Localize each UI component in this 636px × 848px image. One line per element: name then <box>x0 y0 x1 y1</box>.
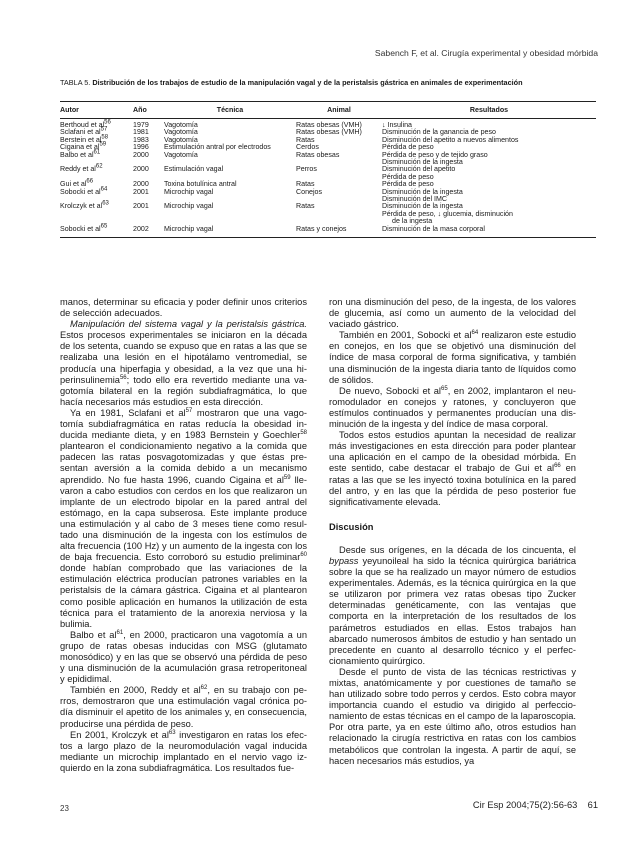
body-paragraph <box>329 386 576 430</box>
cell-animal: Ratas obesas <box>296 150 340 159</box>
reference-number: 57 <box>100 127 108 134</box>
reference-number: 61 <box>93 149 101 156</box>
cell-animal: Conejos <box>296 187 323 196</box>
table-row <box>60 189 596 196</box>
text-run: donde habían comprobado que las variaciones de la estimulación eléctrica producían patrones variables en la peristalsis de la cámara gástrica. Cigaina et al plantearon como posible aplicación en humanos la utilización de esta técnica para el tratamiento de la anorexia nerviosa y la bulimia. <box>60 563 307 629</box>
cell-year: 2000 <box>133 150 149 159</box>
text-run: Desde el punto de vista de las técnicas restrictivas y mixtas, anatómicamente y por cuestiones de tamaño se han utilizado sobre todo perros y cerdos. Esto cobra mayor importancia cuando el estudio va dirigido al perfeccionamiento de estas técnicas en el campo de la laparoscopia. Por otra parte, ya en este último año, otros estudios han relacionado la cirugía restrictiva en ratas con los cambios metabólicos que controlan la ingesta. A partir de aquí, se hacen necesarios más estudios, ya <box>329 666 576 766</box>
col-header-author: Autor <box>60 106 79 114</box>
body-paragraph <box>329 430 576 508</box>
text-run: ron una disminución del peso, de la ingesta, de los valores de glucemia, así como un aumento de la velocidad del vaciado gástrico. <box>329 297 576 330</box>
cell-technique: Estimulación vagal <box>164 165 224 174</box>
citation-ref: 60 <box>300 552 307 559</box>
col-header-technique: Técnica <box>216 106 244 114</box>
reference-number: 64 <box>100 186 108 193</box>
cell-year <box>133 211 164 218</box>
table-body <box>60 119 596 233</box>
citation-ref: 59 <box>283 474 291 481</box>
citation-ref: 62 <box>200 685 208 692</box>
cell-technique: Toxina botulínica antral <box>164 180 237 189</box>
cell-result: Disminución del IMC <box>382 195 448 204</box>
reference-number: 62 <box>95 164 103 171</box>
cell-result: Pérdida de peso y de tejido graso <box>382 150 488 159</box>
reference-number: 58 <box>101 134 109 141</box>
cell-result: Disminución de la ingesta <box>382 187 463 196</box>
cell-author <box>60 166 133 173</box>
cell-technique: Microchip vagal <box>164 187 214 196</box>
cell-technique: Vagotomía <box>164 135 198 144</box>
col-header-results: Resultados <box>469 106 509 114</box>
cell-year: 2002 <box>133 224 149 233</box>
author-name: Sclafani et al <box>60 128 101 137</box>
cell-animal: Ratas <box>296 135 315 144</box>
citation-ref: 64 <box>471 330 479 337</box>
table-caption-title: Distribución de los trabajos de estudio de la manipulación vagal y de la peristalsis gástrica en animales de experimentación <box>92 78 523 87</box>
italic-text: Manipulación del sistema vagal y la peristalsis gástrica. <box>70 319 307 330</box>
author-name: Sobocki et al <box>60 187 101 196</box>
author-name: Balbo et al <box>60 150 94 159</box>
body-paragraph <box>60 685 307 729</box>
cell-technique: Vagotomía <box>164 150 198 159</box>
journal-citation: Cir Esp 2004;75(2):56-63 <box>472 800 578 810</box>
cell-result: Disminución de la ingesta <box>382 158 463 167</box>
cell-year: 1996 <box>133 143 149 152</box>
page-code: 23 <box>60 804 69 813</box>
table-row <box>60 152 596 159</box>
citation-ref: 66 <box>554 463 561 470</box>
citation-ref: 58 <box>300 430 307 437</box>
text-run: En 2001, Krolczyk et al <box>70 729 169 740</box>
running-head: Sabench F, et al. Cirugía experimental y obesidad mórbida <box>374 48 598 58</box>
cell-animal: Cerdos <box>296 143 319 152</box>
results-table-wrapper <box>60 101 596 238</box>
cell-result: Disminución del apetito a nuevos alimentos <box>382 135 519 144</box>
author-name: Krolczyk et al <box>60 202 103 211</box>
table-row <box>60 226 596 233</box>
table-row <box>60 166 596 173</box>
cell-animal <box>296 211 382 218</box>
author-name: Berthoud et al <box>60 121 105 129</box>
cell-technique: Vagotomía <box>164 121 198 129</box>
body-paragraph <box>60 730 307 774</box>
results-table <box>60 102 596 233</box>
col-header-year: Año <box>133 106 147 114</box>
cell-year: 2001 <box>133 202 149 211</box>
citation-ref: 61 <box>116 629 124 636</box>
cell-result: Pérdida de peso <box>382 172 434 181</box>
citation-ref: 65 <box>441 385 448 392</box>
text-run: De nuevo, Sobocki et al <box>339 385 441 396</box>
cell-author <box>60 149 133 159</box>
text-run: mostraron que una vagotomía subdiafragmática en ratas reducía la obesidad inducida mediante dieta, y en 1983 Bernstein y Goechler <box>60 407 307 441</box>
cell-animal: Ratas obesas (VMH) <box>296 121 362 129</box>
text-run: También en 2001, Sobocki et al <box>339 330 472 341</box>
cell-author <box>60 223 133 233</box>
cell-animal: Ratas <box>296 202 315 211</box>
col-header-animal: Animal <box>327 106 351 114</box>
cell-year: 2000 <box>133 165 149 174</box>
text-run: manos, determinar su eficacia y poder definir unos criterios de selección adecuados. <box>60 297 307 319</box>
cell-result: Pérdida de peso <box>382 180 434 189</box>
body-paragraph <box>60 297 307 319</box>
body-paragraph <box>60 408 307 630</box>
body-paragraph <box>60 630 307 685</box>
cell-animal: Ratas y conejos <box>296 224 347 233</box>
citation-ref: 63 <box>168 729 176 736</box>
footer-citation <box>473 800 598 810</box>
text-run: Estos procesos experimentales se iniciaron en la década de los setenta, cuando se expuso que en ratas a las que se realizaba una lesión en el hipotálamo ventromedial, se producía una hiperfagia y obesidad, a la vez que una hiperinsulinemia <box>60 330 307 385</box>
reference-number: 65 <box>100 223 108 230</box>
text-run: , en su trabajo con perros, demostraron que una estimulación vagal crónica podía disminuir el apetito de los animales y, en consecuencia, producirse una pérdida de peso. <box>60 685 307 729</box>
author-name: Cigaina et al <box>60 143 100 152</box>
text-run: , en 2002, implantaron el neuromodulador en conejos y ratones, y concluyeron que estímulos continuados y permanentes producían una disminución de la ingesta y del índice de masa corporal. <box>329 385 576 430</box>
citation-ref: 57 <box>185 407 193 414</box>
reference-number: 63 <box>102 201 109 208</box>
page-number: 61 <box>587 800 598 810</box>
cell-technique: Microchip vagal <box>164 224 214 233</box>
citation-ref: 56 <box>119 374 127 381</box>
table-header-row <box>60 102 596 118</box>
cell-result: ↓ Insulina <box>382 121 412 129</box>
cell-result: de la ingesta <box>392 217 433 226</box>
text-run: investigaron en ratas los efectos a largo plazo de la neuromodulación vagal inducida mediante un microchip implantado en el nervio vago izquierdo en la zona subdiafragmática. Los resultados fue- <box>60 729 307 773</box>
body-column-right <box>329 297 576 767</box>
text-run: , en 2000, practicaron una vagotomía a un grupo de ratas obesas inducidas con MSG (glutamato monosódico) y en las que se observó una pérdida de peso y una disminución de la acumulación grasa retroperitoneal y epididimal. <box>60 629 307 685</box>
cell-result: Disminución de la ingesta <box>382 202 463 211</box>
text-run: Ya en 1981, Sclafani et al <box>70 407 186 418</box>
cell-result: Disminución de la ganancia de peso <box>382 128 496 137</box>
cell-author <box>60 211 133 218</box>
author-name: Sobocki et al <box>60 224 101 233</box>
author-name: Reddy et al <box>60 165 96 174</box>
cell-author <box>60 203 133 210</box>
body-paragraph <box>329 297 576 330</box>
text-run: en ratas a las que se les inyectó toxina botulínica en la pared del antro, y en las que la pérdida de peso posterior fue significativamente elevada. <box>329 463 576 507</box>
italic-text: bypass <box>329 555 359 566</box>
text-run: realizaron este estudio en conejos, en los que se objetivó una disminución del índice de masa corporal de forma significativa, y también una disminución de la ingesta diaria tanto de líquidos como de sólidos. <box>329 330 576 385</box>
body-column-left <box>60 297 307 774</box>
text-run: ; todo ello era revertido mediante una vagotomía bilateral en la región subdiafragmática, lo que hacía necesarios más estudios en esta dirección. <box>60 374 307 407</box>
cell-technique: Estimulación antral por electrodos <box>164 143 271 152</box>
cell-result: Disminución del apetito <box>382 165 456 174</box>
text-run: También en 2000, Reddy et al <box>70 685 201 696</box>
cell-result: Disminución de la masa corporal <box>382 224 485 233</box>
reference-number: 56 <box>104 119 111 126</box>
cell-year: 1983 <box>133 135 149 144</box>
text-run: Todos estos estudios apuntan la necesidad de realizar más investigaciones en esta dirección para poder plantear una aplicación en el campo de la obesidad mórbida. En este sentido, cabe destacar el trabajo de Gui et al <box>329 430 576 474</box>
table-header-rule <box>60 118 596 119</box>
cell-technique: Microchip vagal <box>164 202 214 211</box>
body-paragraph <box>60 319 307 408</box>
table-caption-label: TABLA 5. <box>60 78 91 87</box>
table-row <box>60 211 596 218</box>
cell-year: 1981 <box>133 128 149 137</box>
text-run: Balbo et al <box>70 629 117 640</box>
cell-author <box>60 186 133 196</box>
section-heading: Discusión <box>329 521 374 532</box>
text-run: Desde sus orígenes, en la década de los cincuenta, el <box>339 544 576 555</box>
body-paragraph <box>329 667 576 767</box>
author-name: Berstein et al <box>60 135 102 144</box>
reference-number: 66 <box>86 178 94 185</box>
cell-animal: Ratas obesas (VMH) <box>296 128 362 137</box>
table-row <box>60 203 596 210</box>
body-paragraph <box>329 330 576 385</box>
reference-number: 59 <box>99 141 107 148</box>
body-paragraph <box>329 545 576 667</box>
cell-result: Pérdida de peso, ↓ glucemia, disminución <box>382 209 513 218</box>
table-bottom-rule <box>60 237 596 238</box>
cell-animal: Perros <box>296 165 317 174</box>
cell-year: 2001 <box>133 187 149 196</box>
table-caption <box>60 79 580 88</box>
cell-technique: Vagotomía <box>164 128 198 137</box>
author-name: Gui et al <box>60 180 87 189</box>
cell-technique <box>164 211 296 218</box>
cell-result: Pérdida de peso <box>382 143 434 152</box>
cell-year: 2000 <box>133 180 149 189</box>
cell-year: 1979 <box>133 121 149 129</box>
text-run: yeyunoileal ha sido la técnica quirúrgica bariátrica sobre la que se ha realizado un mayor número de estudios experimentales. Además, es la técnica quirúrgica en la que se utilizaron por primera vez ratas obesas tipo Zucker determinadas genéticamente, con las ventajas que comporta en la interpretación de los resultados de los parámetros estudiados en ellas. Estos trabajos han abarcado numerosos ámbitos de estudio y han sentado un precedente en cuanto al desarrollo técnico y el perfeccionamiento quirúrgico. <box>329 555 576 666</box>
cell-animal: Ratas <box>296 180 315 189</box>
text-run: plantearon el condicionamiento negativo a la comida que padecen las ratas posvagotomizadas y que éstas presentan aversión a la comida debido a un mecanismo aprendido. No fue hasta 1996, cuando Cigaina et al <box>60 441 307 485</box>
text-run: llevaron a cabo estudios con cerdos en los que realizaron un implante de un electrodo bipolar en la pared antral del estómago, en la capa subserosa. Este implante produce una estimulación y al cabo de 3 meses tiene como resultado una disminución de la ingesta con los estímulos de alta frecuencia (100 Hz) y un aumento de la ingesta con los de baja frecuencia. Esto corroboró su estudio preliminar <box>60 474 308 563</box>
